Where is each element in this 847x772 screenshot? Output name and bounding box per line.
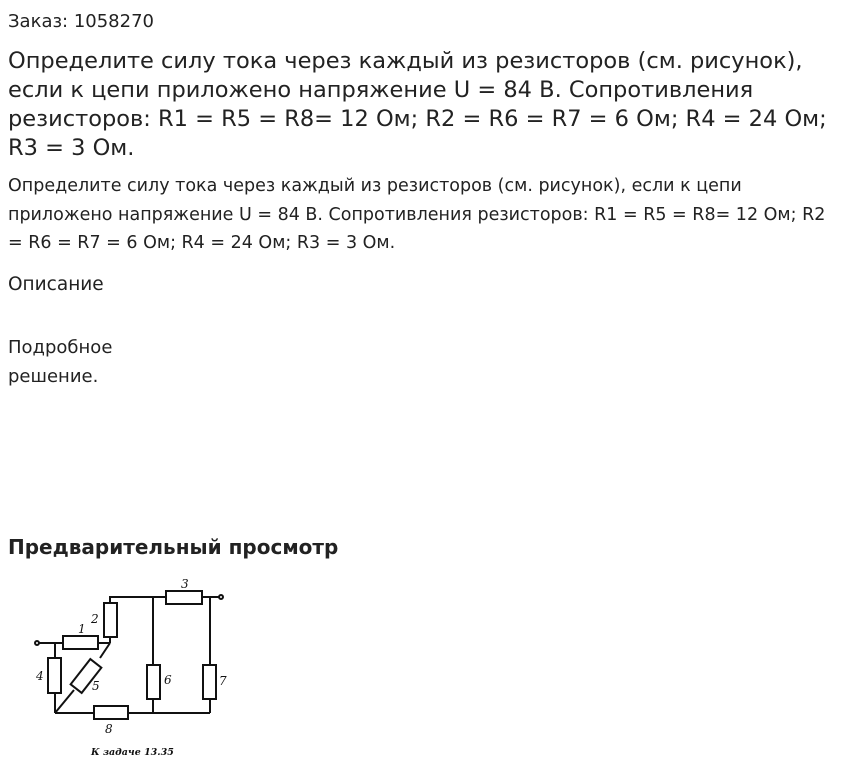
- label-r2: 2: [91, 612, 99, 626]
- solution-text: Подробное решение.: [8, 337, 113, 387]
- label-r1: 1: [78, 622, 86, 636]
- label-r6: 6: [164, 673, 172, 687]
- label-r8: 8: [105, 722, 113, 736]
- order-number: Заказ: 1058270: [8, 11, 154, 32]
- figure-caption: К задаче 13.35: [91, 747, 174, 758]
- resistor-r2: [104, 603, 117, 637]
- preview-image: [30, 572, 240, 764]
- preview-heading: Предварительный просмотр: [8, 535, 339, 559]
- circuit-diagram: [30, 572, 240, 764]
- output-terminal-right: [219, 595, 223, 599]
- page-title: Определите силу тока через каждый из резисторов (см. рисунок), если к цепи приложено напряжение U = 84 В. Сопротивления резисторов: R1 = R5 = R8= 12 Ом; R2 = R6 = R7 = 6 Ом; R4 = 24 Ом; R3 = 3 Ом.: [8, 48, 827, 161]
- resistor-r7: [203, 665, 216, 699]
- label-r3: 3: [181, 577, 189, 591]
- resistor-r4: [48, 658, 61, 693]
- label-r5: 5: [92, 679, 100, 693]
- resistor-r8: [94, 706, 128, 719]
- wire-top-left: [110, 597, 166, 603]
- resistor-r3: [166, 591, 202, 604]
- resistor-r6: [147, 665, 160, 699]
- input-terminal-left: [35, 641, 39, 645]
- resistor-r1: [63, 636, 98, 649]
- task-description: Определите силу тока через каждый из резисторов (см. рисунок), если к цепи приложено напряжение U = 84 В. Сопротивления резисторов: R1 = R5 = R8= 12 Ом; R2 = R6 = R7 = 6 Ом; R4 = 24 Ом; R3 = 3 Ом.: [8, 176, 826, 253]
- wire-r5-upper: [100, 643, 110, 658]
- label-r7: 7: [219, 674, 227, 688]
- label-r4: 4: [36, 669, 44, 683]
- description-label: Описание: [8, 274, 104, 295]
